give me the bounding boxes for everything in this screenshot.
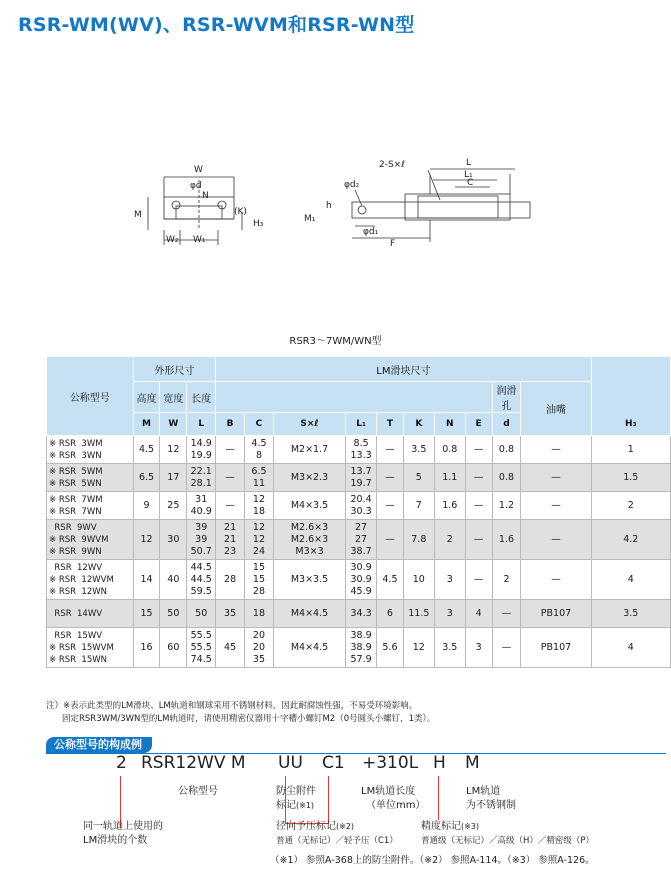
label-dust-1: 防尘附件 <box>276 786 316 797</box>
cell-s <box>273 436 345 464</box>
dim-label-d: φd <box>190 181 202 191</box>
dim-label-h: h <box>326 201 332 211</box>
cell-line: 27 <box>355 533 368 545</box>
cell-n: 0.8 <box>434 436 465 464</box>
cell-line: 4.5 <box>251 437 267 449</box>
sym-N: N <box>434 413 465 436</box>
cell-k: 7 <box>403 492 434 520</box>
group-header-outer: 外形尺寸 <box>133 357 216 382</box>
cell-e: 3 <box>465 628 492 668</box>
cell-line: M4×4.5 <box>290 641 329 653</box>
cell-s <box>273 492 345 520</box>
cell-l <box>187 560 216 600</box>
cell-nipple: — <box>521 436 591 464</box>
cell-m: 12 <box>133 520 160 560</box>
cell-nipple: PB107 <box>521 628 591 668</box>
cell-m: 14 <box>133 560 160 600</box>
col-header-nipple: 油嘴 <box>521 382 591 436</box>
dim-label-W: W <box>194 165 203 175</box>
sym-L: L <box>187 413 216 436</box>
cell-b: 45 <box>216 628 245 668</box>
col-header-width: 宽度 <box>160 382 187 413</box>
model-line: ※ RSR 7WM <box>49 494 103 505</box>
cell-e: — <box>465 560 492 600</box>
label-accuracy-options: 普通级（无标记）／高级（H）／精密级（P） <box>421 836 595 846</box>
code-part-stainless: M <box>465 753 480 773</box>
table-row <box>47 600 671 628</box>
cell-line: 50 <box>195 607 208 619</box>
cell-b: 28 <box>216 560 245 600</box>
model-line: ※ RSR 9WN <box>49 546 102 557</box>
cell-line: 30.9 <box>350 561 372 573</box>
label-preload-options: 普通（无标记）／轻予压（C1） <box>276 836 398 846</box>
code-part-model: RSR12WV M <box>141 753 246 773</box>
cell-nipple: PB107 <box>521 600 591 628</box>
col-header-length: 长度 <box>187 382 216 413</box>
cell-t: — <box>377 520 404 560</box>
label-model: 公称型号 <box>178 786 218 797</box>
cell-line: 23 <box>224 545 237 557</box>
cell-line: 38.7 <box>350 545 372 557</box>
cell-l <box>187 600 216 628</box>
cell-line: M2.6×3 <box>290 533 329 545</box>
cell-l1 <box>346 628 377 668</box>
sym-E: E <box>465 413 492 436</box>
connector-preload-c <box>328 776 329 824</box>
table-row <box>47 436 671 464</box>
section-title: 公称型号的构成例 <box>46 737 152 753</box>
cell-model <box>47 600 134 628</box>
col-header-H3: H₃ <box>591 357 670 436</box>
dim-label-M: M <box>134 210 142 220</box>
model-line: RSR 9WV <box>49 522 97 533</box>
cell-e: 4 <box>465 600 492 628</box>
cell-line: M3×3.5 <box>290 573 329 585</box>
cell-line: 15 <box>252 573 266 585</box>
cell-s <box>273 560 345 600</box>
connector-accuracy <box>438 776 439 820</box>
cell-w: 17 <box>160 464 187 492</box>
cell-line: 22.1 <box>190 465 212 477</box>
label-dust-ref: (※1) <box>296 801 315 810</box>
cell-c <box>245 600 274 628</box>
cell-h3: 3.5 <box>591 600 670 628</box>
label-rail-2: 为不锈钢制 <box>466 800 516 811</box>
cell-l1 <box>346 436 377 464</box>
cell-line: 11 <box>252 477 266 489</box>
code-part-accuracy: H <box>433 753 446 773</box>
spec-table <box>46 356 671 668</box>
cell-line: 34.3 <box>350 607 372 619</box>
cell-w: 30 <box>160 520 187 560</box>
cell-line: 39 <box>195 521 208 533</box>
cell-m: 6.5 <box>133 464 160 492</box>
dim-label-M1: M₁ <box>304 214 316 224</box>
model-line: ※ RSR 3WN <box>49 450 102 461</box>
cell-line: 18 <box>252 505 266 517</box>
cell-line: 28.1 <box>190 477 212 489</box>
model-line: ※ RSR 7WN <box>49 506 102 517</box>
table-row <box>47 464 671 492</box>
sym-M: M <box>133 413 160 436</box>
cell-line: 14.9 <box>190 437 212 449</box>
cell-m: 4.5 <box>133 436 160 464</box>
cell-line: 40.9 <box>190 505 212 517</box>
sym-W: W <box>160 413 187 436</box>
label-preload-text: 径向予压标记 <box>276 821 336 832</box>
cell-line: 20.4 <box>350 493 372 505</box>
cell-line: 39 <box>195 533 208 545</box>
label-rail-1: LM轨道 <box>466 786 501 797</box>
cell-model <box>47 436 134 464</box>
dim-label-F: F <box>390 239 396 249</box>
cell-model <box>47 628 134 668</box>
cell-line: M3×3 <box>295 545 324 557</box>
model-line: ※ RSR 5WM <box>49 466 103 477</box>
dim-label-W1: W₁ <box>193 235 206 245</box>
cell-l1 <box>346 560 377 600</box>
page-title: RSR-WM(WV)、RSR-WVM和RSR-WN型 <box>18 14 415 36</box>
cell-h3: 1.5 <box>591 464 670 492</box>
label-rail-length-1: LM轨道长度 <box>361 786 416 797</box>
cell-c <box>245 520 274 560</box>
cell-line: 6.5 <box>251 465 267 477</box>
cell-line: 8 <box>255 449 262 461</box>
cell-m: 15 <box>133 600 160 628</box>
cell-b: — <box>216 492 245 520</box>
dim-label-H3: H₃ <box>253 219 264 229</box>
cell-line: M2×1.7 <box>290 443 329 455</box>
cell-b: — <box>216 436 245 464</box>
dim-label-W2: W₂ <box>166 235 179 245</box>
sym-K: K <box>403 413 434 436</box>
cell-e: — <box>465 492 492 520</box>
cell-line: 8.5 <box>353 437 369 449</box>
cell-w: 25 <box>160 492 187 520</box>
figure-caption: RSR3～7WM/WN型 <box>289 336 382 347</box>
label-count-1: 同一轨道上使用的 <box>83 821 163 832</box>
cell-d: 1.2 <box>492 492 521 520</box>
model-line: ※ RSR 9WVM <box>49 534 109 545</box>
cell-nipple: — <box>521 464 591 492</box>
cell-line: 19.7 <box>350 477 372 489</box>
cell-nipple: — <box>521 560 591 600</box>
cell-k: 5 <box>403 464 434 492</box>
cell-e: — <box>465 464 492 492</box>
cell-n: 3.5 <box>434 628 465 668</box>
dim-label-C: C <box>467 178 474 188</box>
cell-h3: 4 <box>591 560 670 600</box>
dim-label-K: (K) <box>234 207 247 217</box>
model-line: ※ RSR 5WN <box>49 478 102 489</box>
cell-line: 28 <box>252 585 266 597</box>
label-accuracy <box>421 820 479 834</box>
cell-l1 <box>346 464 377 492</box>
cell-h3: 1 <box>591 436 670 464</box>
cell-l1 <box>346 520 377 560</box>
label-accuracy-ref: (※3) <box>461 822 480 831</box>
cell-t: — <box>377 436 404 464</box>
cell-n: 1.1 <box>434 464 465 492</box>
sym-Sxl: S×ℓ <box>273 413 345 436</box>
sym-B: B <box>216 413 245 436</box>
cell-line: 44.5 <box>190 561 212 573</box>
cell-t: 6 <box>377 600 404 628</box>
cell-line: 35 <box>252 653 266 665</box>
cell-k: 7.8 <box>403 520 434 560</box>
label-count-2: LM滑块的个数 <box>83 835 148 846</box>
dim-label-d1: φd₁ <box>363 227 379 237</box>
model-line: RSR 15WV <box>49 630 103 641</box>
cell-l <box>187 628 216 668</box>
cell-k: 10 <box>403 560 434 600</box>
cell-h3: 2 <box>591 492 670 520</box>
reference-footnote: （※1） 参照A-368上的防尘附件。（※2） 参照A-114。（※3） 参照A-126。 <box>270 855 595 866</box>
cell-nipple: — <box>521 492 591 520</box>
cell-s <box>273 600 345 628</box>
cell-d: 1.6 <box>492 520 521 560</box>
dim-label-N: N <box>202 191 209 201</box>
cell-line: 38.9 <box>350 641 372 653</box>
table-row <box>47 560 671 600</box>
code-part-length: +310L <box>362 753 419 773</box>
cell-s <box>273 520 345 560</box>
sym-C: C <box>245 413 274 436</box>
cell-c <box>245 628 274 668</box>
label-preload-ref: (※2) <box>336 822 355 831</box>
cell-line: 12 <box>252 521 266 533</box>
cell-line: M3×2.3 <box>290 471 329 483</box>
cell-k: 3.5 <box>403 436 434 464</box>
dim-label-d2: φd₂ <box>344 180 360 190</box>
cell-line: 20 <box>252 641 266 653</box>
label-dust-2 <box>276 799 314 813</box>
cell-n: 2 <box>434 520 465 560</box>
cell-line: 45.9 <box>350 585 372 597</box>
cell-line: 55.5 <box>190 629 212 641</box>
cell-k: 11.5 <box>403 600 434 628</box>
cell-line: M4×3.5 <box>290 499 329 511</box>
cell-d: 0.8 <box>492 464 521 492</box>
cell-b: 35 <box>216 600 245 628</box>
cell-l <box>187 464 216 492</box>
cell-d: — <box>492 600 521 628</box>
cell-t: — <box>377 492 404 520</box>
cell-line: 31 <box>195 493 208 505</box>
cell-s <box>273 464 345 492</box>
cell-m: 16 <box>133 628 160 668</box>
code-part-dust: UU <box>278 753 303 773</box>
cell-e: — <box>465 520 492 560</box>
cell-e: — <box>465 436 492 464</box>
cell-line: 30.3 <box>350 505 372 517</box>
sym-d: d <box>492 413 521 436</box>
cell-l1 <box>346 600 377 628</box>
label-rail-length-2: （单位mm） <box>366 800 426 811</box>
cell-line: 59.5 <box>190 585 212 597</box>
cell-c <box>245 464 274 492</box>
group-header-block: LM滑块尺寸 <box>216 357 591 382</box>
cell-b: — <box>216 464 245 492</box>
model-line: ※ RSR 15WVM <box>49 642 114 653</box>
cell-l <box>187 492 216 520</box>
cell-d: 0.8 <box>492 436 521 464</box>
cell-line: 74.5 <box>190 653 212 665</box>
dim-label-L: L <box>466 158 472 168</box>
cell-l <box>187 520 216 560</box>
cell-l1 <box>346 492 377 520</box>
model-line: RSR 12WV <box>49 562 103 573</box>
code-part-count: 2 <box>116 753 127 773</box>
model-line: ※ RSR 12WVM <box>49 574 114 585</box>
label-accuracy-text: 精度标记 <box>421 821 461 832</box>
cell-line: 21 <box>224 521 237 533</box>
cell-line: 55.5 <box>190 641 212 653</box>
cell-line: M2.6×3 <box>290 521 329 533</box>
cell-line: 21 <box>224 533 237 545</box>
cell-c <box>245 436 274 464</box>
sym-L1: L₁ <box>346 413 377 436</box>
table-row <box>47 492 671 520</box>
model-line: RSR 14WV <box>49 608 103 619</box>
cell-line: 15 <box>252 561 266 573</box>
cell-d: 2 <box>492 560 521 600</box>
label-preload <box>276 820 354 834</box>
code-part-preload: C1 <box>322 753 345 773</box>
cell-s <box>273 628 345 668</box>
cell-l <box>187 436 216 464</box>
sym-T: T <box>377 413 404 436</box>
cell-t: 5.6 <box>377 628 404 668</box>
cell-n: 3 <box>434 560 465 600</box>
cell-b <box>216 520 245 560</box>
cell-line: 57.9 <box>350 653 372 665</box>
cell-t: — <box>377 464 404 492</box>
cell-n: 3 <box>434 600 465 628</box>
note-line-2: 固定RSR3WM/3WN型的LM轨道时，请使用精密仪器用十字槽小螺钉M2（0号圆头小螺钉，1类）。 <box>62 714 436 724</box>
cell-line: 20 <box>252 629 266 641</box>
cell-line: 27 <box>355 521 368 533</box>
col-header-model: 公称型号 <box>47 357 134 436</box>
cell-w: 40 <box>160 560 187 600</box>
col-header-lube-hole: 润滑孔 <box>492 382 521 413</box>
cell-line: 12 <box>252 493 266 505</box>
cell-c <box>245 492 274 520</box>
cell-d: — <box>492 628 521 668</box>
dim-label-L1: L₁ <box>464 170 473 180</box>
cell-model <box>47 520 134 560</box>
cell-line: 24 <box>252 545 266 557</box>
col-header-height: 高度 <box>133 382 160 413</box>
cell-model <box>47 492 134 520</box>
cell-w: 12 <box>160 436 187 464</box>
cell-line: 12 <box>252 533 266 545</box>
notes <box>46 700 435 726</box>
cell-n: 1.6 <box>434 492 465 520</box>
table-row <box>47 520 671 560</box>
cell-model <box>47 464 134 492</box>
cell-k: 12 <box>403 628 434 668</box>
model-line: ※ RSR 3WM <box>49 438 103 449</box>
cell-m: 9 <box>133 492 160 520</box>
cell-line: M4×4.5 <box>290 607 329 619</box>
section-divider <box>46 753 666 754</box>
label-dust-2-text: 标记 <box>276 800 296 811</box>
cell-nipple: — <box>521 520 591 560</box>
cell-line: 38.9 <box>350 629 372 641</box>
cell-line: 18 <box>252 607 266 619</box>
cell-model <box>47 560 134 600</box>
cell-line: 13.7 <box>350 465 372 477</box>
model-line: ※ RSR 15WN <box>49 654 108 665</box>
cell-line: 19.9 <box>190 449 212 461</box>
cell-line: 30.9 <box>350 573 372 585</box>
cell-line: 44.5 <box>190 573 212 585</box>
cell-h3: 4.2 <box>591 520 670 560</box>
cell-h3: 4 <box>591 628 670 668</box>
cell-line: 50.7 <box>190 545 212 557</box>
note-line-1: 注）※表示此类型的LM滑块、LM轨道和钢球采用不锈钢材料，因此耐腐蚀性强，不易受环境影响。 <box>46 701 418 711</box>
cell-w: 50 <box>160 600 187 628</box>
cell-t: 4.5 <box>377 560 404 600</box>
model-line: ※ RSR 12WN <box>49 586 108 597</box>
dimension-drawing <box>0 150 671 260</box>
cell-w: 60 <box>160 628 187 668</box>
cell-c <box>245 560 274 600</box>
cell-line: 13.3 <box>350 449 372 461</box>
table-row <box>47 628 671 668</box>
dim-label-Sxl: 2-S×ℓ <box>379 160 405 170</box>
